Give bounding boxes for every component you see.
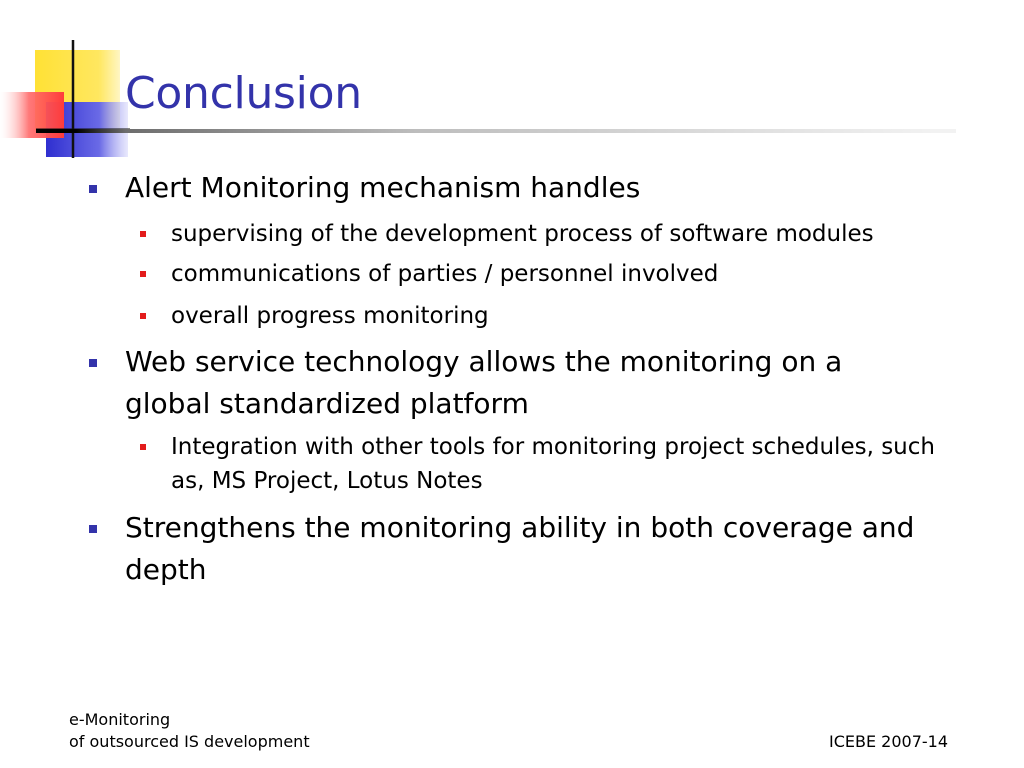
bullet-text: Alert Monitoring mechanism handles xyxy=(125,171,641,204)
bullet-text: Web service technology allows the monitoring on a global standardized platform xyxy=(125,345,843,420)
footer-line-2: of outsourced IS development xyxy=(69,732,310,751)
sub-bullet-text: supervising of the development process of software modules xyxy=(171,221,874,247)
bullet-item xyxy=(125,341,925,425)
square-bullet-icon xyxy=(140,231,146,237)
footer-right: ICEBE 2007-14 xyxy=(829,732,949,751)
sub-bullet-item xyxy=(171,257,961,291)
sub-bullet-item xyxy=(171,430,961,498)
bullet-text: Strengthens the monitoring ability in both coverage and depth xyxy=(125,511,915,586)
square-bullet-icon xyxy=(89,525,97,533)
square-bullet-icon xyxy=(140,271,146,277)
sub-bullet-item xyxy=(171,299,961,333)
slide-title: Conclusion xyxy=(125,68,362,119)
square-bullet-icon xyxy=(140,313,146,319)
footer-left xyxy=(69,709,310,753)
bullet-item xyxy=(125,507,925,591)
footer-line-1: e-Monitoring xyxy=(69,710,171,729)
sub-bullet-text: overall progress monitoring xyxy=(171,303,489,329)
sub-bullet-item xyxy=(171,217,961,251)
sub-bullet-text: communications of parties / personnel involved xyxy=(171,261,719,287)
square-bullet-icon xyxy=(89,359,97,367)
bullet-item xyxy=(125,167,925,209)
square-bullet-icon xyxy=(89,185,97,193)
square-bullet-icon xyxy=(140,444,146,450)
sub-bullet-text: Integration with other tools for monitoring project schedules, such as, MS Project, Lotus Notes xyxy=(171,434,935,494)
